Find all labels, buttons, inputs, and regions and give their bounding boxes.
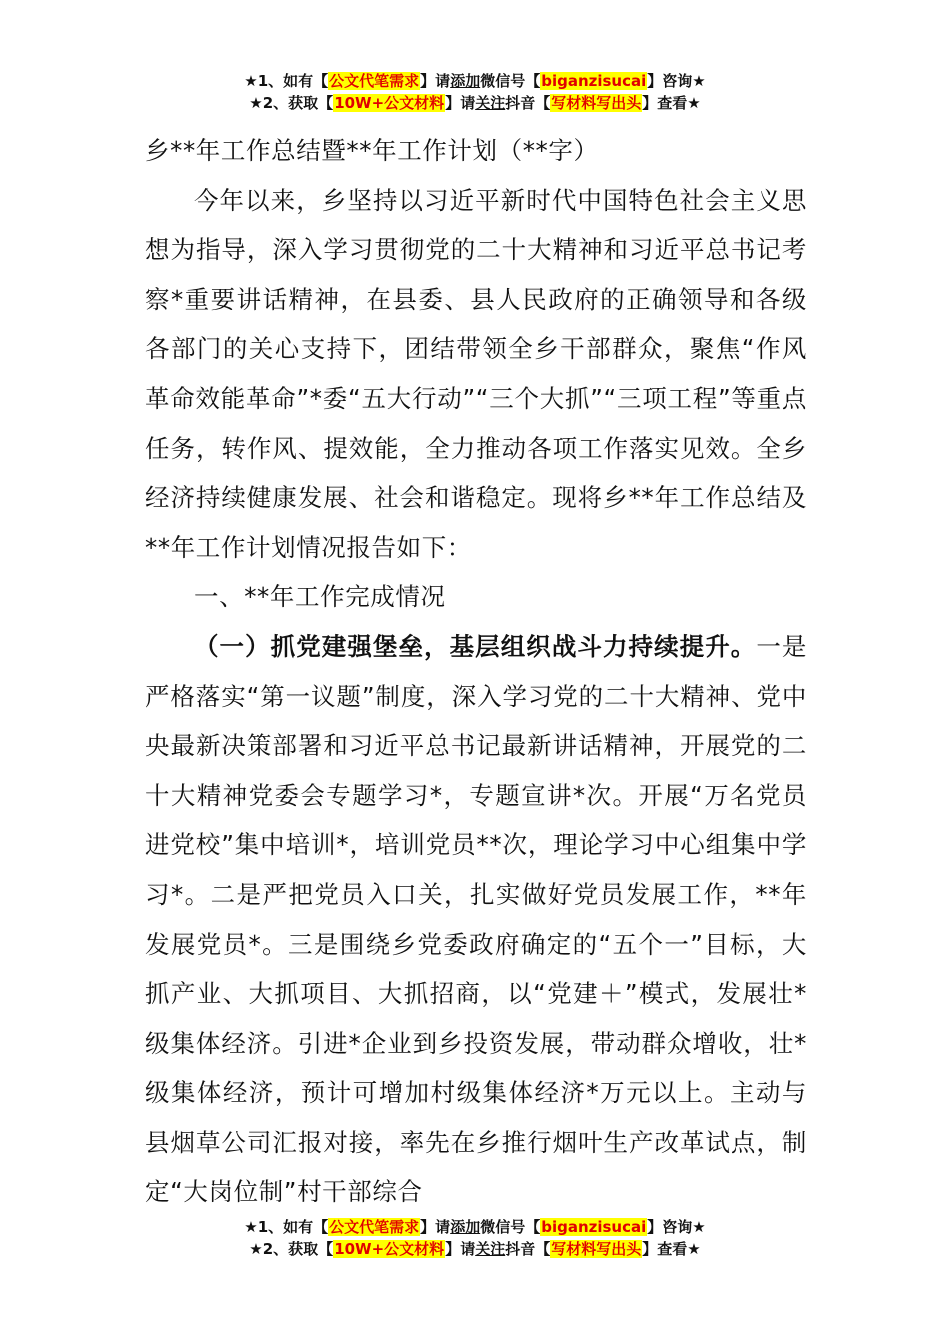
banner-underline: 关注 (475, 1240, 506, 1258)
banner-text: 微信号【 (480, 72, 541, 90)
banner-highlight: biganzisucai (541, 72, 647, 90)
banner-line-1 (0, 1216, 950, 1238)
banner-text: 抖音【 (505, 94, 551, 112)
document-body (145, 126, 807, 1217)
banner-highlight: 写材料写出头 (551, 94, 642, 112)
banner-text: 】查看★ (642, 1240, 701, 1258)
banner-highlight: 10W+公文材料 (334, 94, 445, 112)
banner-text: 】咨询★ (647, 1218, 706, 1236)
section-heading: 一、**年工作完成情况 (194, 582, 446, 612)
banner-underline: 添加 (450, 1218, 481, 1236)
banner-text: 抖音【 (505, 1240, 551, 1258)
banner-line-2 (0, 1238, 950, 1260)
item-body: 一是严格落实“第一议题”制度，深入学习党的二十大精神、党中央最新决策部署和习近平总书记最新讲话精神，开展党的二十大精神党委会专题学习*，专题宣讲*次。开展“万名党员进党校”集中培训*，培训党员**次，理论学习中心组集中学习*。二是严把党员入口关，扎实做好党员发展工作，**年发展党员*。三是围绕乡党委政府确定的“五个一”目标，大抓产业、大抓项目、大抓招商，以“党建＋”模式，发展壮*级集体经济。引进*企业到乡投资发展，带动群众增收，壮*级集体经济，预计可增加村级集体经济*万元以上。主动与县烟草公司汇报对接，率先在乡推行烟叶生产改革试点，制定“大岗位制”村干部综合 (145, 631, 808, 1207)
banner-text: 】请 (445, 1240, 476, 1258)
item-lead: （一）抓党建强堡垒，基层组织战斗力持续提升。 (194, 631, 757, 661)
banner-text: 】请 (420, 72, 451, 90)
banner-text: 微信号【 (480, 1218, 541, 1236)
banner-line-1 (0, 70, 950, 92)
banner-text: 】请 (420, 1218, 451, 1236)
banner-text: ★2、获取【 (249, 94, 334, 112)
item-paragraph (145, 622, 807, 1217)
banner-highlight: 10W+公文材料 (334, 1240, 445, 1258)
banner-highlight: 公文代笔需求 (329, 1218, 420, 1236)
banner-underline: 添加 (450, 72, 481, 90)
banner-text: ★2、获取【 (249, 1240, 334, 1258)
banner-highlight: 写材料写出头 (551, 1240, 642, 1258)
banner-text: ★1、如有【 (244, 1218, 329, 1236)
banner-text: 】查看★ (642, 94, 701, 112)
banner-highlight: 公文代笔需求 (329, 72, 420, 90)
top-banner (0, 70, 950, 114)
banner-text: 】请 (445, 94, 476, 112)
banner-text: ★1、如有【 (244, 72, 329, 90)
banner-line-2 (0, 92, 950, 114)
banner-text: 】咨询★ (647, 72, 706, 90)
banner-highlight: biganzisucai (541, 1218, 647, 1236)
document-title: 乡**年工作总结暨**年工作计划（**字） (145, 136, 599, 165)
bottom-banner (0, 1216, 950, 1260)
banner-underline: 关注 (475, 94, 506, 112)
intro-paragraph: 今年以来，乡坚持以习近平新时代中国特色社会主义思想为指导，深入学习贯彻党的二十大精神和习近平总书记考察*重要讲话精神，在县委、县人民政府的正确领导和各级各部门的关心支持下，团结带领全乡干部群众，聚焦“作风革命效能革命”*委“五大行动”“三个大抓”“三项工程”等重点任务，转作风、提效能，全力推动各项工作落实见效。全乡经济持续健康发展、社会和谐稳定。现将乡**年工作总结及**年工作计划情况报告如下： (145, 185, 807, 562)
